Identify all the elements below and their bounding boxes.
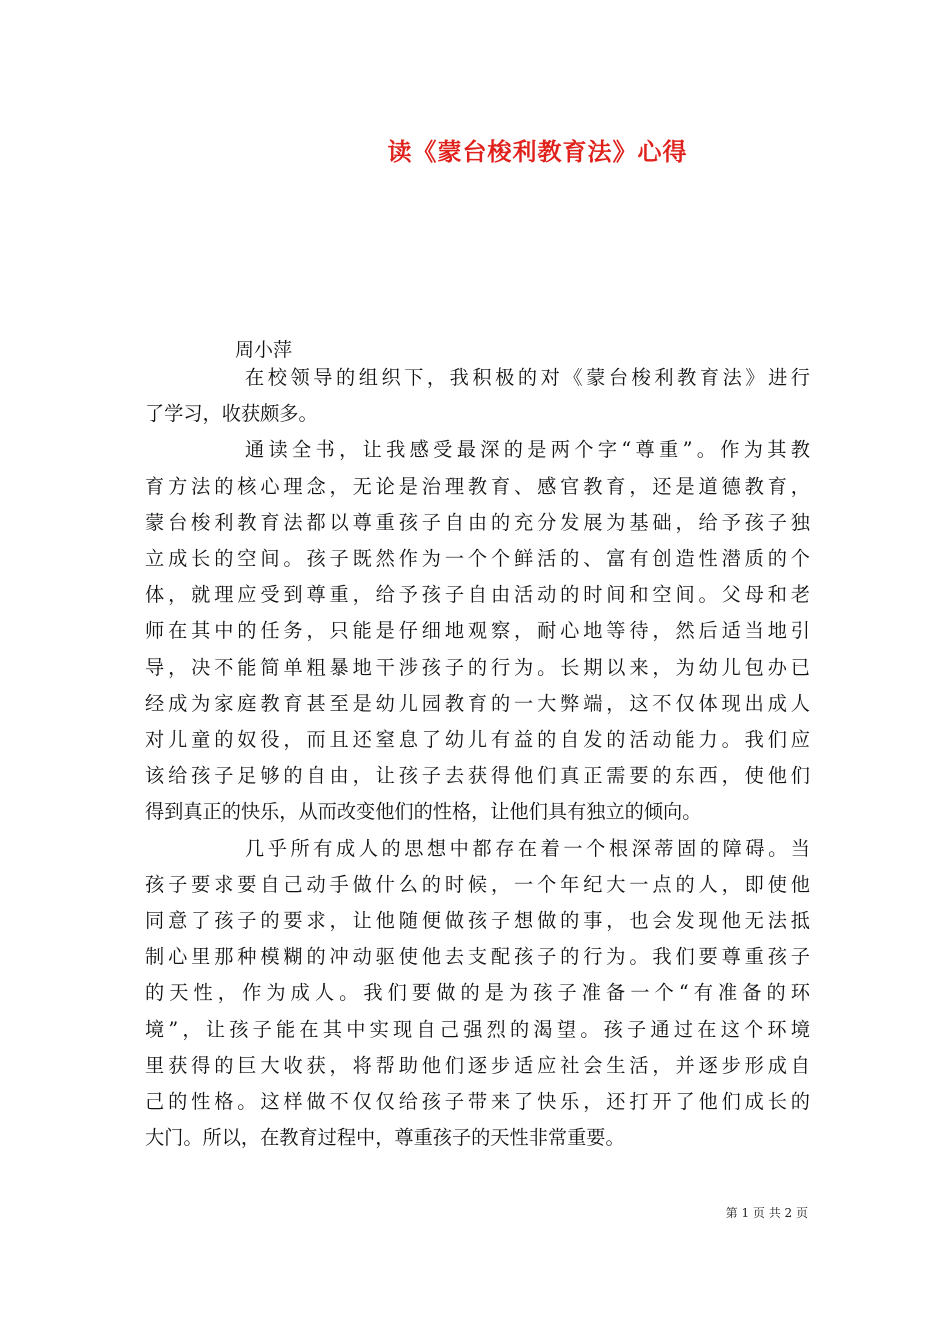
document-title: 读《蒙台梭利教育法》心得 xyxy=(387,137,688,166)
paragraph-2 xyxy=(145,432,810,830)
paragraph-line: 师在其中的任务，只能是仔细地观察，耐心地等待，然后适当地引 xyxy=(145,619,810,643)
paragraph-line: 育方法的核心理念，无论是治理教育、感官教育，还是道德教育， xyxy=(145,474,810,498)
paragraph-line: 几乎所有成人的思想中都存在着一个根深蒂固的障碍。当 xyxy=(245,836,810,860)
paragraph-line: 孩子要求要自己动手做什么的时候，一个年纪大一点的人，即使他 xyxy=(145,872,810,896)
paragraph-line: 体，就理应受到尊重，给予孩子自由活动的时间和空间。父母和老 xyxy=(145,583,810,607)
paragraph-3 xyxy=(145,831,810,1157)
paragraph-line: 蒙台梭利教育法都以尊重孩子自由的充分发展为基础，给予孩子独 xyxy=(145,510,810,534)
page-number-footer: 第 1 页 共 2 页 xyxy=(725,1206,808,1220)
paragraph-line: 通读全书，让我感受最深的是两个字“尊重”。作为其教 xyxy=(245,438,810,462)
document-body xyxy=(145,360,810,1156)
paragraph-line: 对儿童的奴役，而且还窒息了幼儿有益的自发的活动能力。我们应 xyxy=(145,728,810,752)
paragraph-line: 了学习，收获颇多。 xyxy=(145,402,318,426)
paragraph-line: 境”，让孩子能在其中实现自己强烈的渴望。孩子通过在这个环境 xyxy=(145,1017,810,1041)
author-name: 周小萍 xyxy=(235,339,293,361)
paragraph-line: 经成为家庭教育甚至是幼儿园教育的一大弊端，这不仅体现出成人 xyxy=(145,691,810,715)
paragraph-line: 己的性格。这样做不仅仅给孩子带来了快乐，还打开了他们成长的 xyxy=(145,1090,810,1114)
paragraph-line: 立成长的空间。孩子既然作为一个个鲜活的、富有创造性潜质的个 xyxy=(145,547,810,571)
paragraph-line: 该给孩子足够的自由，让孩子去获得他们真正需要的东西，使他们 xyxy=(145,764,810,788)
paragraph-line: 大门。所以，在教育过程中，尊重孩子的天性非常重要。 xyxy=(145,1126,625,1150)
paragraph-line: 同意了孩子的要求，让他随便做孩子想做的事，也会发现他无法抵 xyxy=(145,909,810,933)
paragraph-line: 导，决不能简单粗暴地干涉孩子的行为。长期以来，为幼儿包办已 xyxy=(145,655,810,679)
paragraph-line: 在校领导的组织下，我积极的对《蒙台梭利教育法》进行 xyxy=(245,366,810,389)
paragraph-line: 得到真正的快乐，从而改变他们的性格，让他们具有独立的倾向。 xyxy=(145,800,702,824)
paragraph-1 xyxy=(145,360,810,432)
paragraph-line: 制心里那种模糊的冲动驱使他去支配孩子的行为。我们要尊重孩子 xyxy=(145,945,810,969)
paragraph-line: 里获得的巨大收获，将帮助他们逐步适应社会生活，并逐步形成自 xyxy=(145,1053,810,1077)
paragraph-line: 的天性，作为成人。我们要做的是为孩子准备一个“有准备的环 xyxy=(145,981,810,1005)
